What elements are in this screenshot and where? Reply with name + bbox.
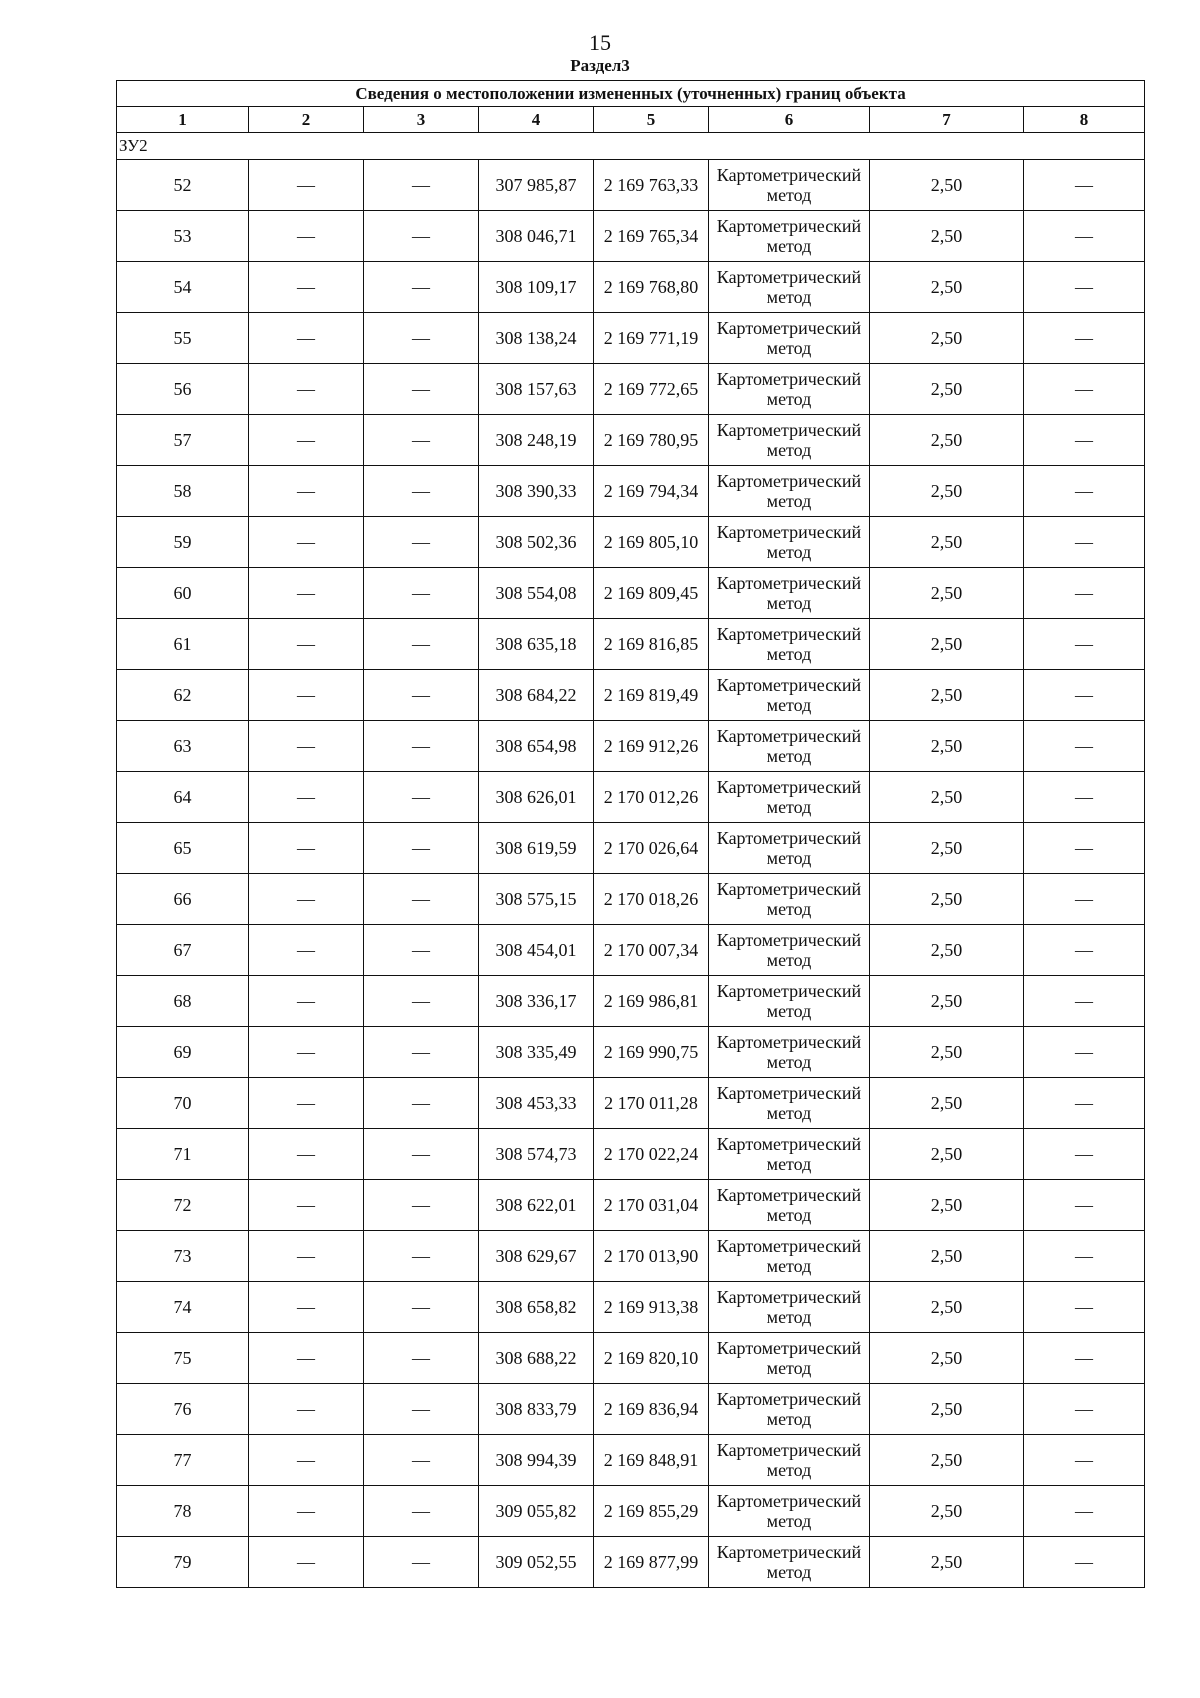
- col-8-cell: —: [1024, 1027, 1145, 1078]
- table-row: [117, 721, 1145, 772]
- x-coordinate-cell: 308 390,33: [479, 466, 594, 517]
- y-coordinate-cell: 2 169 855,29: [594, 1486, 709, 1537]
- accuracy-cell: 2,50: [870, 1129, 1024, 1180]
- x-coordinate-cell: 308 575,15: [479, 874, 594, 925]
- point-number-cell: 72: [117, 1180, 249, 1231]
- col-8-cell: —: [1024, 1180, 1145, 1231]
- col-8-cell: —: [1024, 568, 1145, 619]
- accuracy-cell: 2,50: [870, 415, 1024, 466]
- group-label: ЗУ2: [117, 133, 1145, 160]
- x-coordinate-cell: 307 985,87: [479, 160, 594, 211]
- col-2-cell: —: [249, 568, 364, 619]
- x-coordinate-cell: 308 454,01: [479, 925, 594, 976]
- table-row: [117, 874, 1145, 925]
- accuracy-cell: 2,50: [870, 466, 1024, 517]
- column-number: 6: [709, 107, 870, 133]
- method-cell: Картометрический метод: [709, 721, 870, 772]
- x-coordinate-cell: 308 629,67: [479, 1231, 594, 1282]
- col-3-cell: —: [364, 364, 479, 415]
- table-caption: Сведения о местоположении измененных (уточненных) границ объекта: [117, 81, 1145, 107]
- point-number-cell: 54: [117, 262, 249, 313]
- y-coordinate-cell: 2 170 022,24: [594, 1129, 709, 1180]
- table-row: [117, 976, 1145, 1027]
- col-8-cell: —: [1024, 874, 1145, 925]
- col-3-cell: —: [364, 1282, 479, 1333]
- y-coordinate-cell: 2 169 877,99: [594, 1537, 709, 1588]
- accuracy-cell: 2,50: [870, 1537, 1024, 1588]
- y-coordinate-cell: 2 170 013,90: [594, 1231, 709, 1282]
- table-row: [117, 1537, 1145, 1588]
- col-3-cell: —: [364, 211, 479, 262]
- y-coordinate-cell: 2 169 848,91: [594, 1435, 709, 1486]
- col-2-cell: —: [249, 364, 364, 415]
- point-number-cell: 66: [117, 874, 249, 925]
- x-coordinate-cell: 308 336,17: [479, 976, 594, 1027]
- y-coordinate-cell: 2 169 780,95: [594, 415, 709, 466]
- y-coordinate-cell: 2 169 912,26: [594, 721, 709, 772]
- column-number: 1: [117, 107, 249, 133]
- col-8-cell: —: [1024, 415, 1145, 466]
- x-coordinate-cell: 308 574,73: [479, 1129, 594, 1180]
- method-cell: Картометрический метод: [709, 976, 870, 1027]
- point-number-cell: 76: [117, 1384, 249, 1435]
- method-cell: Картометрический метод: [709, 1537, 870, 1588]
- boundary-coordinates-table: [116, 80, 1145, 1588]
- x-coordinate-cell: 308 635,18: [479, 619, 594, 670]
- method-cell: Картометрический метод: [709, 823, 870, 874]
- col-2-cell: —: [249, 1435, 364, 1486]
- y-coordinate-cell: 2 169 990,75: [594, 1027, 709, 1078]
- col-2-cell: —: [249, 517, 364, 568]
- column-number: 4: [479, 107, 594, 133]
- y-coordinate-cell: 2 170 011,28: [594, 1078, 709, 1129]
- accuracy-cell: 2,50: [870, 1486, 1024, 1537]
- accuracy-cell: 2,50: [870, 874, 1024, 925]
- col-2-cell: —: [249, 1231, 364, 1282]
- y-coordinate-cell: 2 169 765,34: [594, 211, 709, 262]
- col-3-cell: —: [364, 1129, 479, 1180]
- page-number: 15: [589, 30, 611, 55]
- column-number: 3: [364, 107, 479, 133]
- col-8-cell: —: [1024, 160, 1145, 211]
- col-2-cell: —: [249, 211, 364, 262]
- col-2-cell: —: [249, 1333, 364, 1384]
- col-3-cell: —: [364, 1333, 479, 1384]
- col-8-cell: —: [1024, 517, 1145, 568]
- col-2-cell: —: [249, 1282, 364, 1333]
- x-coordinate-cell: 308 502,36: [479, 517, 594, 568]
- table-row: [117, 517, 1145, 568]
- accuracy-cell: 2,50: [870, 721, 1024, 772]
- col-3-cell: —: [364, 1537, 479, 1588]
- y-coordinate-cell: 2 169 772,65: [594, 364, 709, 415]
- col-8-cell: —: [1024, 1282, 1145, 1333]
- x-coordinate-cell: 308 654,98: [479, 721, 594, 772]
- method-cell: Картометрический метод: [709, 160, 870, 211]
- x-coordinate-cell: 308 138,24: [479, 313, 594, 364]
- table-row: [117, 1333, 1145, 1384]
- col-8-cell: —: [1024, 925, 1145, 976]
- point-number-cell: 52: [117, 160, 249, 211]
- col-2-cell: —: [249, 976, 364, 1027]
- method-cell: Картометрический метод: [709, 262, 870, 313]
- col-2-cell: —: [249, 1384, 364, 1435]
- table-row: [117, 925, 1145, 976]
- accuracy-cell: 2,50: [870, 262, 1024, 313]
- method-cell: Картометрический метод: [709, 874, 870, 925]
- point-number-cell: 63: [117, 721, 249, 772]
- table-row: [117, 823, 1145, 874]
- method-cell: Картометрический метод: [709, 1435, 870, 1486]
- table-row: [117, 160, 1145, 211]
- x-coordinate-cell: 309 055,82: [479, 1486, 594, 1537]
- col-8-cell: —: [1024, 772, 1145, 823]
- accuracy-cell: 2,50: [870, 1078, 1024, 1129]
- method-cell: Картометрический метод: [709, 1027, 870, 1078]
- col-3-cell: —: [364, 670, 479, 721]
- col-2-cell: —: [249, 313, 364, 364]
- y-coordinate-cell: 2 169 986,81: [594, 976, 709, 1027]
- col-3-cell: —: [364, 1027, 479, 1078]
- y-coordinate-cell: 2 169 768,80: [594, 262, 709, 313]
- x-coordinate-cell: 308 248,19: [479, 415, 594, 466]
- column-number: 2: [249, 107, 364, 133]
- y-coordinate-cell: 2 169 771,19: [594, 313, 709, 364]
- col-8-cell: —: [1024, 1384, 1145, 1435]
- y-coordinate-cell: 2 169 809,45: [594, 568, 709, 619]
- table-row: [117, 568, 1145, 619]
- method-cell: Картометрический метод: [709, 1486, 870, 1537]
- x-coordinate-cell: 308 626,01: [479, 772, 594, 823]
- col-3-cell: —: [364, 1384, 479, 1435]
- point-number-cell: 69: [117, 1027, 249, 1078]
- col-2-cell: —: [249, 1027, 364, 1078]
- table-row: [117, 1231, 1145, 1282]
- y-coordinate-cell: 2 169 816,85: [594, 619, 709, 670]
- col-3-cell: —: [364, 313, 479, 364]
- point-number-cell: 64: [117, 772, 249, 823]
- accuracy-cell: 2,50: [870, 568, 1024, 619]
- method-cell: Картометрический метод: [709, 517, 870, 568]
- accuracy-cell: 2,50: [870, 619, 1024, 670]
- col-8-cell: —: [1024, 313, 1145, 364]
- accuracy-cell: 2,50: [870, 1435, 1024, 1486]
- col-8-cell: —: [1024, 1486, 1145, 1537]
- table-row: [117, 1180, 1145, 1231]
- y-coordinate-cell: 2 169 805,10: [594, 517, 709, 568]
- method-cell: Картометрический метод: [709, 1282, 870, 1333]
- column-number: 7: [870, 107, 1024, 133]
- col-2-cell: —: [249, 721, 364, 772]
- accuracy-cell: 2,50: [870, 1282, 1024, 1333]
- point-number-cell: 58: [117, 466, 249, 517]
- col-8-cell: —: [1024, 619, 1145, 670]
- col-8-cell: —: [1024, 262, 1145, 313]
- accuracy-cell: 2,50: [870, 313, 1024, 364]
- x-coordinate-cell: 308 046,71: [479, 211, 594, 262]
- y-coordinate-cell: 2 170 031,04: [594, 1180, 709, 1231]
- accuracy-cell: 2,50: [870, 1180, 1024, 1231]
- table-row: [117, 1129, 1145, 1180]
- x-coordinate-cell: 308 688,22: [479, 1333, 594, 1384]
- method-cell: Картометрический метод: [709, 211, 870, 262]
- method-cell: Картометрический метод: [709, 1333, 870, 1384]
- col-3-cell: —: [364, 1435, 479, 1486]
- table-row: [117, 670, 1145, 721]
- col-3-cell: —: [364, 619, 479, 670]
- accuracy-cell: 2,50: [870, 925, 1024, 976]
- table-row: [117, 772, 1145, 823]
- col-2-cell: —: [249, 1537, 364, 1588]
- col-8-cell: —: [1024, 1435, 1145, 1486]
- accuracy-cell: 2,50: [870, 211, 1024, 262]
- col-2-cell: —: [249, 619, 364, 670]
- point-number-cell: 57: [117, 415, 249, 466]
- accuracy-cell: 2,50: [870, 1231, 1024, 1282]
- col-8-cell: —: [1024, 364, 1145, 415]
- method-cell: Картометрический метод: [709, 1078, 870, 1129]
- method-cell: Картометрический метод: [709, 1129, 870, 1180]
- col-3-cell: —: [364, 976, 479, 1027]
- col-2-cell: —: [249, 823, 364, 874]
- column-number: 8: [1024, 107, 1145, 133]
- point-number-cell: 53: [117, 211, 249, 262]
- accuracy-cell: 2,50: [870, 160, 1024, 211]
- col-8-cell: —: [1024, 211, 1145, 262]
- point-number-cell: 73: [117, 1231, 249, 1282]
- table-row: [117, 415, 1145, 466]
- point-number-cell: 74: [117, 1282, 249, 1333]
- col-2-cell: —: [249, 772, 364, 823]
- col-2-cell: —: [249, 1078, 364, 1129]
- col-8-cell: —: [1024, 721, 1145, 772]
- accuracy-cell: 2,50: [870, 1384, 1024, 1435]
- point-number-cell: 79: [117, 1537, 249, 1588]
- table-row: [117, 1027, 1145, 1078]
- x-coordinate-cell: 308 684,22: [479, 670, 594, 721]
- col-3-cell: —: [364, 262, 479, 313]
- point-number-cell: 70: [117, 1078, 249, 1129]
- table-row: [117, 1435, 1145, 1486]
- table-row: [117, 466, 1145, 517]
- table-row: [117, 1384, 1145, 1435]
- col-2-cell: —: [249, 874, 364, 925]
- col-3-cell: —: [364, 721, 479, 772]
- col-2-cell: —: [249, 1486, 364, 1537]
- col-3-cell: —: [364, 823, 479, 874]
- point-number-cell: 65: [117, 823, 249, 874]
- accuracy-cell: 2,50: [870, 364, 1024, 415]
- col-3-cell: —: [364, 772, 479, 823]
- y-coordinate-cell: 2 170 018,26: [594, 874, 709, 925]
- method-cell: Картометрический метод: [709, 313, 870, 364]
- point-number-cell: 56: [117, 364, 249, 415]
- x-coordinate-cell: 308 658,82: [479, 1282, 594, 1333]
- accuracy-cell: 2,50: [870, 1027, 1024, 1078]
- col-8-cell: —: [1024, 976, 1145, 1027]
- section-title: Раздел3: [570, 56, 630, 75]
- table-row: [117, 1282, 1145, 1333]
- point-number-cell: 77: [117, 1435, 249, 1486]
- method-cell: Картометрический метод: [709, 1180, 870, 1231]
- method-cell: Картометрический метод: [709, 1384, 870, 1435]
- method-cell: Картометрический метод: [709, 415, 870, 466]
- x-coordinate-cell: 308 554,08: [479, 568, 594, 619]
- col-3-cell: —: [364, 1231, 479, 1282]
- col-2-cell: —: [249, 415, 364, 466]
- x-coordinate-cell: 308 619,59: [479, 823, 594, 874]
- point-number-cell: 68: [117, 976, 249, 1027]
- col-3-cell: —: [364, 1486, 479, 1537]
- point-number-cell: 75: [117, 1333, 249, 1384]
- point-number-cell: 59: [117, 517, 249, 568]
- point-number-cell: 55: [117, 313, 249, 364]
- point-number-cell: 67: [117, 925, 249, 976]
- point-number-cell: 61: [117, 619, 249, 670]
- col-2-cell: —: [249, 262, 364, 313]
- col-3-cell: —: [364, 1180, 479, 1231]
- point-number-cell: 78: [117, 1486, 249, 1537]
- method-cell: Картометрический метод: [709, 670, 870, 721]
- x-coordinate-cell: 309 052,55: [479, 1537, 594, 1588]
- col-3-cell: —: [364, 568, 479, 619]
- column-number-row: [117, 107, 1145, 133]
- method-cell: Картометрический метод: [709, 772, 870, 823]
- col-8-cell: —: [1024, 1333, 1145, 1384]
- table-row: [117, 619, 1145, 670]
- col-8-cell: —: [1024, 1129, 1145, 1180]
- col-3-cell: —: [364, 925, 479, 976]
- x-coordinate-cell: 308 109,17: [479, 262, 594, 313]
- col-8-cell: —: [1024, 466, 1145, 517]
- col-2-cell: —: [249, 925, 364, 976]
- accuracy-cell: 2,50: [870, 517, 1024, 568]
- x-coordinate-cell: 308 622,01: [479, 1180, 594, 1231]
- x-coordinate-cell: 308 453,33: [479, 1078, 594, 1129]
- method-cell: Картометрический метод: [709, 619, 870, 670]
- col-2-cell: —: [249, 160, 364, 211]
- col-3-cell: —: [364, 466, 479, 517]
- col-2-cell: —: [249, 466, 364, 517]
- y-coordinate-cell: 2 169 836,94: [594, 1384, 709, 1435]
- col-2-cell: —: [249, 1129, 364, 1180]
- col-8-cell: —: [1024, 1078, 1145, 1129]
- y-coordinate-cell: 2 169 763,33: [594, 160, 709, 211]
- table-row: [117, 1486, 1145, 1537]
- method-cell: Картометрический метод: [709, 466, 870, 517]
- y-coordinate-cell: 2 170 007,34: [594, 925, 709, 976]
- x-coordinate-cell: 308 833,79: [479, 1384, 594, 1435]
- table-row: [117, 262, 1145, 313]
- method-cell: Картометрический метод: [709, 568, 870, 619]
- x-coordinate-cell: 308 335,49: [479, 1027, 594, 1078]
- accuracy-cell: 2,50: [870, 1333, 1024, 1384]
- table-row: [117, 1078, 1145, 1129]
- method-cell: Картометрический метод: [709, 364, 870, 415]
- x-coordinate-cell: 308 157,63: [479, 364, 594, 415]
- col-2-cell: —: [249, 670, 364, 721]
- col-3-cell: —: [364, 415, 479, 466]
- point-number-cell: 62: [117, 670, 249, 721]
- method-cell: Картометрический метод: [709, 1231, 870, 1282]
- y-coordinate-cell: 2 169 794,34: [594, 466, 709, 517]
- y-coordinate-cell: 2 169 820,10: [594, 1333, 709, 1384]
- y-coordinate-cell: 2 170 012,26: [594, 772, 709, 823]
- col-3-cell: —: [364, 874, 479, 925]
- col-3-cell: —: [364, 160, 479, 211]
- col-8-cell: —: [1024, 1537, 1145, 1588]
- accuracy-cell: 2,50: [870, 823, 1024, 874]
- table-row: [117, 313, 1145, 364]
- accuracy-cell: 2,50: [870, 670, 1024, 721]
- accuracy-cell: 2,50: [870, 976, 1024, 1027]
- col-8-cell: —: [1024, 823, 1145, 874]
- accuracy-cell: 2,50: [870, 772, 1024, 823]
- column-number: 5: [594, 107, 709, 133]
- col-3-cell: —: [364, 517, 479, 568]
- table-row: [117, 211, 1145, 262]
- col-2-cell: —: [249, 1180, 364, 1231]
- point-number-cell: 60: [117, 568, 249, 619]
- method-cell: Картометрический метод: [709, 925, 870, 976]
- y-coordinate-cell: 2 169 819,49: [594, 670, 709, 721]
- table-row: [117, 364, 1145, 415]
- y-coordinate-cell: 2 170 026,64: [594, 823, 709, 874]
- x-coordinate-cell: 308 994,39: [479, 1435, 594, 1486]
- col-8-cell: —: [1024, 670, 1145, 721]
- point-number-cell: 71: [117, 1129, 249, 1180]
- col-3-cell: —: [364, 1078, 479, 1129]
- col-8-cell: —: [1024, 1231, 1145, 1282]
- y-coordinate-cell: 2 169 913,38: [594, 1282, 709, 1333]
